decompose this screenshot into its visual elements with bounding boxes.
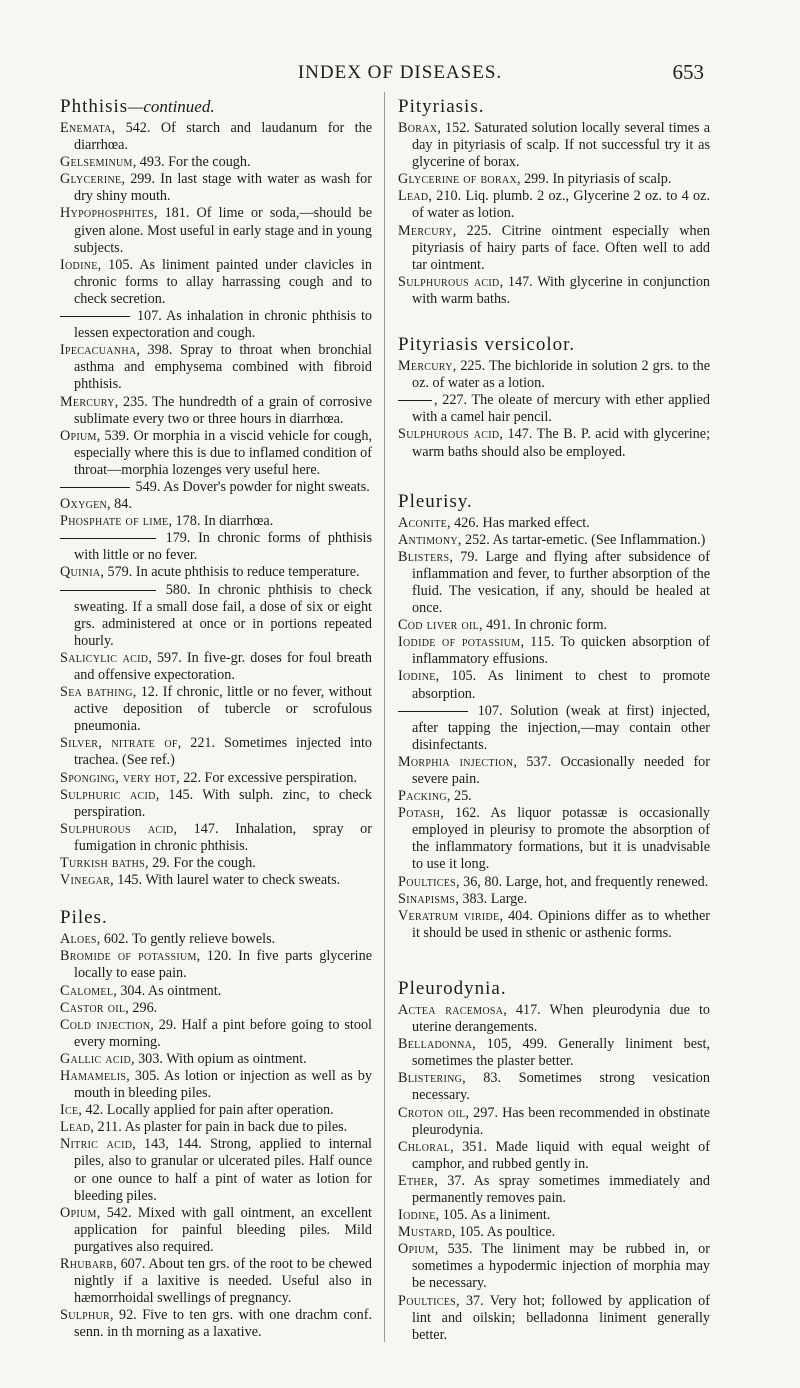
entry-term: Calomel [60,982,114,999]
index-entry [60,931,372,948]
entry-text: , 37. Very hot; followed by application of lint and oilskin; belladonna liniment generally better. [412,1292,710,1343]
entry-text: , 235. The hundredth of a grain of corrosive sublimate every two or three hours in diarrhœa. [74,393,372,427]
index-entry [60,872,372,889]
entry-text: , 36, 80. Large, hot, and frequently renewed. [456,873,709,890]
entry-text: , 29. For the cough. [145,855,256,872]
entry-term: Turkish baths [60,855,146,872]
index-entry [398,1207,710,1224]
entry-text: , 115. To quicken absorption of inflammatory effusions. [412,634,711,668]
index-entry [398,1173,710,1207]
entry-term: Mustard [398,1224,452,1241]
heading-text: Piles. [60,907,108,929]
entry-text: , 398. Spray to throat when bronchial asthma and emphysema combined with fibroid phthisis. [74,342,372,393]
index-entry [60,428,372,479]
entry-text: , 542. Mixed with gall ointment, an excellent application for painful bleeding piles. Mild purgatives also required. [74,1204,372,1255]
entry-term: Blistering [398,1070,463,1087]
entry-term: Opium [398,1241,435,1258]
index-entry [398,1002,710,1036]
index-entry [60,983,372,1000]
entry-text: , 602. To gently relieve bowels. [96,931,276,948]
section-heading [398,334,710,356]
index-entry [398,788,710,805]
index-entry [60,171,372,205]
index-entry [60,1256,372,1307]
entry-term: Antimony [398,531,458,548]
entry-term: Opium [60,427,97,444]
entry-term: Gelseminum [60,154,133,171]
index-entry [398,392,710,426]
index-entry [60,120,372,154]
entry-text: , 145. With sulph. zinc, to check perspiration. [74,786,373,820]
entry-term: Cold injection [60,1016,151,1033]
entry-text: , 105, 499. Generally liniment best, sometimes the plaster better. [412,1036,710,1070]
entry-term: Sulphurous acid [60,820,174,837]
entry-term: Sulphurous acid [398,426,500,443]
index-entry [398,171,710,188]
left-column [60,96,372,1341]
index-entry [60,1205,372,1256]
section-heading [398,96,710,118]
entry-text: , 225. Citrine ointment especially when pityriasis of hairy parts of face. Often well to add tar ointment. [412,222,710,273]
section-pleurodynia [398,978,710,1344]
entry-text: , 147. Inhalation, spray or fumigation in chronic phthisis. [74,820,372,854]
index-entry [398,1224,710,1241]
section-gap [398,942,710,978]
ditto-dash [60,316,130,317]
entry-term: Blisters [398,548,450,565]
entry-term: Rhubarb [60,1256,114,1272]
entry-text: , 25. [446,788,472,805]
entry-text: , 152. Saturated solution locally several times a day in pityriasis of scalp. If not successful try it as glycerine of borax. [412,120,710,171]
section-piles [60,907,372,1341]
entry-term: Chloral [398,1138,451,1155]
entry-text: , 22. For excessive perspiration. [176,769,358,786]
entry-text: , 211. As plaster for pain in back due to piles. [90,1119,348,1136]
index-entry [60,787,372,821]
index-entry [60,342,372,393]
entry-term: Hypophosphites [60,205,154,222]
entry-text: , 296. [125,999,158,1016]
index-entry [398,188,710,222]
entry-term: Glycerine of borax [398,171,517,188]
entry-term: Veratrum viride [398,907,500,924]
section-pityriasis-versicolor [398,334,710,461]
entry-term: Morphia injection [398,753,514,770]
entry-term: Poultices [398,1292,457,1309]
entry-term: Gallic acid [60,1050,131,1067]
entry-term: Lead [60,1119,91,1136]
index-entry [60,1000,372,1017]
index-entry [60,394,372,428]
ditto-dash [398,711,468,712]
index-entry [398,1105,710,1139]
index-entry [398,1139,710,1173]
entry-term: Bromide of potassium [60,948,197,965]
index-entry [398,223,710,274]
entry-text: , 12. If chronic, little or no fever, without active deposition of tubercle or scrofulous pneumonia. [74,684,372,735]
entry-text: , 299. In pityriasis of scalp. [516,171,672,188]
section-pleurisy [398,491,710,942]
heading-text: Pityriasis. [398,96,485,117]
index-entry [398,532,710,549]
entry-text: , 105. As a liniment. [435,1207,551,1224]
index-entry [60,513,372,530]
entry-text: , 537. Occasionally needed for severe pain. [412,753,710,787]
entry-text: , 42. Locally applied for pain after operation. [78,1102,334,1119]
entry-term: Sulphurous acid [398,273,500,290]
index-entry [60,1119,372,1136]
entry-term: Borax [398,120,438,136]
entry-text: , 491. In chronic form. [479,617,608,634]
index-entry [60,821,372,855]
entry-term: Sulphur [60,1307,110,1324]
entry-text: , 147. The B. P. acid with glycerine; warm baths should also be employed. [412,426,711,460]
section-gap [398,461,710,491]
page-header [0,58,800,90]
entry-text: , 597. In five-gr. doses for foul breath and offensive expectoration. [74,649,372,683]
section-heading [398,491,710,513]
entry-term: Iodine [398,1207,436,1224]
entry-term: Actea racemosa [398,1001,504,1018]
index-entry [60,1017,372,1051]
index-entry [398,634,710,668]
entry-text: , 607. About ten grs. of the root to be chewed nightly if a laxitive is needed. Useful also in hæmorrhoidal swellings of pregnancy. [74,1256,372,1307]
entry-term: Iodine [398,668,436,685]
index-entry [398,1036,710,1070]
section-gap [60,889,372,907]
index-entry [60,650,372,684]
index-entry [60,948,372,982]
right-column [398,96,710,1344]
entry-term: Iodine [60,256,98,273]
entry-term: Mercury [398,222,453,239]
entry-term: Mercury [60,393,115,410]
entry-text: , 252. As tartar-emetic. (See Inflammation.) [457,531,706,548]
index-entry [398,908,710,942]
heading-text: Phthisis [60,96,129,117]
entry-term: Silver, nitrate of [60,735,178,752]
entry-term: Potash [398,805,441,822]
entry-term: Poultices [398,873,457,890]
entry-text: , 105. As poultice. [451,1224,556,1241]
index-entry [60,257,372,308]
entry-text: , 535. The liniment may be rubbed in, or sometimes a hypodermic injection of morphia may be necessary. [412,1241,710,1292]
index-entry [398,617,710,634]
entry-text: , 493. For the cough. [132,154,251,171]
entry-term: Croton oil [398,1104,466,1121]
entry-text: , 542. Of starch and laudanum for the diarrhœa. [74,120,372,154]
entry-text: 580. In chronic phthisis to check sweating. If a small dose fail, a dose of six or eight grs. administered at once or in portions repeated hourly. [74,581,372,649]
index-entry [60,582,372,650]
entry-term: Sinapisms [398,890,456,907]
entry-text: , 162. As liquor potassæ is occasionally employed in pleurisy to promote the absorption of the inflammatory formations, but it is unadvisable to use it long. [412,805,710,873]
entry-text: , 351. Made liquid with equal weight of camphor, and rubbed gently in. [412,1138,710,1172]
entry-term: Belladonna [398,1036,473,1053]
entry-text: , 105. As liniment painted under clavicles in chronic forms to allay harrassing cough and to check secretion. [74,256,372,307]
index-entry [60,855,372,872]
heading-text: Pleurisy. [398,490,473,512]
entry-term: Sponging, very hot [60,769,177,786]
entry-text: , 304. As ointment. [113,982,222,999]
entry-term: Quinia [60,564,101,581]
index-entry [60,735,372,769]
index-entry [60,770,372,787]
index-entry [398,668,710,702]
index-entry [60,1102,372,1119]
entry-text: , 147. With glycerine in conjunction with warm baths. [412,273,711,307]
index-entry [398,805,710,873]
index-entry [398,1241,710,1292]
index-entry [398,874,710,891]
heading-text: Pityriasis versicolor. [398,334,576,356]
index-entry [60,308,372,342]
entry-term: Aloes [60,931,97,948]
entry-term: Vinegar [60,872,111,889]
entry-term: Enemata [60,120,112,136]
index-entry [60,205,372,256]
index-entry [398,1070,710,1104]
entry-term: Oxygen [60,496,108,513]
entry-term: Lead [398,188,429,205]
index-entry [60,154,372,171]
index-entry [398,1293,710,1344]
entry-term: Aconite [398,514,448,531]
entry-text: , 29. Half a pint before going to stool every morning. [74,1016,372,1050]
entry-text: , 404. Opinions differ as to whether it should be used in sthenic or asthenic forms. [412,907,710,941]
entry-text: , 227. The oleate of mercury with ether applied with a camel hair pencil. [412,392,710,426]
entry-text: , 579. In acute phthisis to reduce temperature. [100,564,360,581]
entry-term: Sea bathing [60,684,133,701]
entry-term: Cod liver oil [398,617,479,634]
entry-text: , 299. In last stage with water as wash for dry shiny mouth. [74,171,372,205]
index-entry [60,1051,372,1068]
section-heading [60,96,372,118]
index-entry [398,891,710,908]
index-entry [398,426,710,460]
entry-text: 179. In chronic forms of phthisis with little or no fever. [74,530,372,564]
heading-text: Pleurodynia. [398,977,507,999]
entry-term: Iodide of potassium [398,634,521,651]
index-entry [60,1307,372,1341]
entry-text: , 539. Or morphia in a viscid vehicle for cough, especially where this is due to inflamed condition of throat—morphia lozenges very useful here. [74,427,372,478]
entry-term: Packing [398,788,447,805]
entry-term: Sulphuric acid [60,786,156,803]
entry-text: , 92. Five to ten grs. with one drachm conf. senn. in th morning as a laxative. [74,1307,372,1341]
entry-text: , 303. With opium as ointment. [130,1050,307,1067]
entry-term: Glycerine [60,171,122,188]
heading-continued: —continued. [128,97,215,116]
index-entry [60,496,372,513]
entry-text: , 145. With laurel water to check sweats. [110,872,341,889]
index-entry [60,530,372,564]
entry-text: , 181. Of lime or soda,—should be given alone. Most useful in early stage and in young subjects. [74,205,372,256]
entry-term: Ice [60,1102,79,1119]
entry-text: , 120. In five parts glycerine locally to ease pain. [74,948,373,982]
entry-text: , 383. Large. [455,890,528,907]
entry-term: Hamamelis [60,1067,127,1084]
index-entry [60,1136,372,1204]
entry-text: , 417. When pleurodynia due to uterine derangements. [412,1001,711,1036]
index-entry [60,564,372,581]
section-gap [398,308,710,334]
column-divider [384,92,385,1342]
entry-term: Phosphate of lime [60,513,169,530]
ditto-dash [60,487,130,488]
entry-text: , 210. Liq. plumb. 2 oz., Glycerine 2 oz. to 4 oz. of water as lotion. [412,188,710,222]
index-entry [398,754,710,788]
index-entry [398,703,710,754]
index-entry [398,515,710,532]
entry-text: , 79. Large and flying after subsidence of inflammation and fever, to further absorption of the fluid. The vesication, if any, should be healed at once. [412,548,710,617]
index-entry [398,549,710,617]
section-phthisis [60,96,372,889]
ditto-dash [60,538,156,539]
index-entry [60,684,372,735]
entry-term: Mercury [398,358,453,375]
index-entry [60,479,372,496]
entry-text: , 105. As liniment to chest to promote absorption. [412,668,710,702]
entry-term: Salicylic acid [60,649,149,666]
entry-text: , 83. Sometimes strong vesication necessary. [412,1070,710,1104]
section-heading [398,978,710,1000]
index-entry [398,120,710,171]
page-number: 653 [672,60,704,84]
section-heading [60,907,372,929]
section-pityriasis [398,96,710,308]
entry-text: 107. As inhalation in chronic phthisis to lessen expectoration and cough. [74,308,372,342]
entry-term: Ether [398,1172,435,1189]
entry-text: , 178. In diarrhœa. [168,513,274,530]
index-entry [398,358,710,392]
entry-text: , 305. As lotion or injection as well as by mouth in bleeding piles. [74,1067,372,1102]
ditto-dash [60,590,156,591]
page-title: INDEX OF DISEASES. [297,62,503,83]
entry-term: Nitric acid [60,1136,133,1153]
ditto-dash [398,400,432,401]
entry-term: Castor oil [60,999,126,1016]
entry-text: , 143, 144. Strong, applied to internal piles, also to granular or ulcerated piles. Half ounce or one ounce to half a pint of water as lotion for bleeding piles. [74,1136,372,1204]
entry-text: 107. Solution (weak at first) injected, after tapping the injection,—may contain other disinfectants. [412,702,710,753]
entry-text: , 84. [107,496,132,513]
entry-term: Opium [60,1204,97,1221]
entry-text: , 37. As spray sometimes immediately and permanently removes pain. [412,1172,710,1206]
entry-text: , 426. Has marked effect. [447,514,590,531]
entry-text: , 225. The bichloride in solution 2 grs. to the oz. of water as a lotion. [412,358,710,392]
entry-text: 549. As Dover's powder for night sweats. [132,478,370,495]
index-entry [60,1068,372,1102]
entry-text: , 221. Sometimes injected into trachea. (See ref.) [74,735,372,769]
index-entry [398,274,710,308]
entry-term: Ipecacuanha [60,342,137,359]
entry-text: , 297. Has been recommended in obstinate pleurodynia. [412,1104,710,1138]
